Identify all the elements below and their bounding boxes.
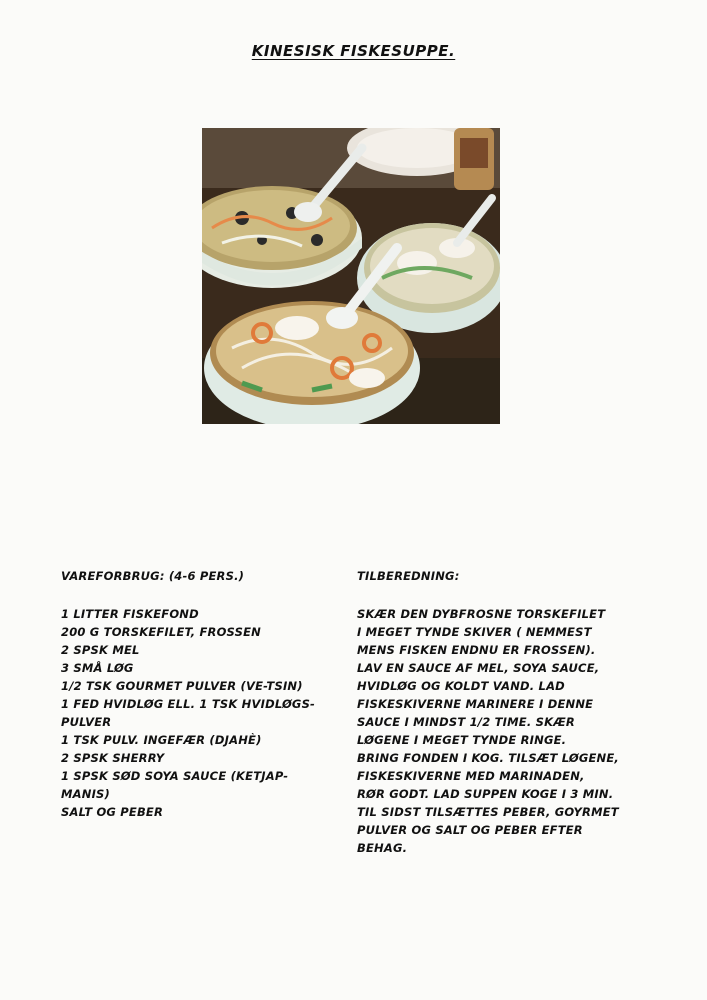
ingredient-line: 1 FED HVIDLØG ELL. 1 TSK HVIDLØGS-	[61, 697, 316, 711]
ingredient-line: 1 TSK PULV. INGEFÆR (DJAHÈ)	[61, 733, 262, 747]
ingredient-line: 1 SPSK SØD SOYA SAUCE (KETJAP-	[61, 769, 289, 783]
method-line: PULVER OG SALT OG PEBER EFTER	[357, 823, 583, 837]
method-line: BRING FONDEN I KOG. TILSÆT LØGENE,	[357, 751, 619, 765]
ingredient-line: 2 SPSK SHERRY	[61, 751, 165, 765]
ingredient-line: 1/2 TSK GOURMET PULVER (VE-TSIN)	[61, 679, 303, 693]
method-line: I MEGET TYNDE SKIVER ( NEMMEST	[357, 625, 592, 639]
ingredient-line: 1 LITTER FISKEFOND	[61, 607, 199, 621]
ingredients-section	[61, 567, 331, 821]
page-title: KINESISK FISKESUPPE.	[251, 42, 456, 60]
method-line: SKÆR DEN DYBFROSNE TORSKEFILET	[357, 607, 606, 621]
method-line: MENS FISKEN ENDNU ER FROSSEN).	[357, 643, 596, 657]
method-line: FISKESKIVERNE MED MARINADEN,	[357, 769, 585, 783]
method-line: FISKESKIVERNE MARINERE I DENNE	[357, 697, 594, 711]
ingredients-heading: VAREFORBRUG: (4-6 PERS.)	[61, 569, 245, 583]
method-section	[357, 567, 637, 857]
method-line: SAUCE I MINDST 1/2 TIME. SKÆR	[357, 715, 575, 729]
ingredient-line: PULVER	[61, 715, 112, 729]
method-heading: TILBEREDNING:	[357, 569, 460, 583]
ingredient-line: 2 SPSK MEL	[61, 643, 140, 657]
method-line: RØR GODT. LAD SUPPEN KOGE I 3 MIN.	[357, 787, 614, 801]
ingredient-line: SALT OG PEBER	[61, 805, 164, 819]
method-line: HVIDLØG OG KOLDT VAND. LAD	[357, 679, 565, 693]
ingredient-line: 200 G TORSKEFILET, FROSSEN	[61, 625, 261, 639]
method-line: LAV EN SAUCE AF MEL, SOYA SAUCE,	[357, 661, 600, 675]
ingredient-line: 3 SMÅ LØG	[61, 661, 134, 675]
method-line: LØGENE I MEGET TYNDE RINGE.	[357, 733, 567, 747]
method-line: BEHAG.	[357, 841, 408, 855]
ingredient-line: MANIS)	[61, 787, 110, 801]
soup-photo	[202, 128, 500, 424]
method-line: TIL SIDST TILSÆTTES PEBER, GOYRMET	[357, 805, 619, 819]
